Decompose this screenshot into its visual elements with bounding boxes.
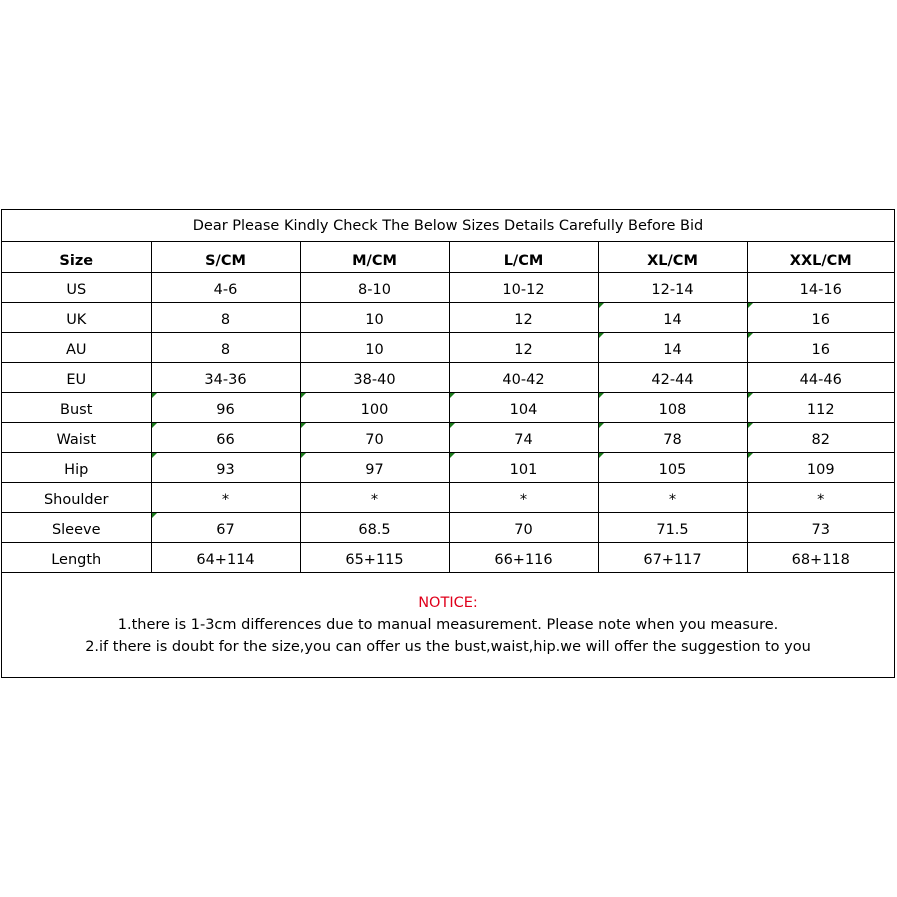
header-cell: XL/CM [598, 242, 747, 272]
row-label: Sleeve [2, 512, 151, 542]
table-cell: 70 [300, 422, 449, 452]
table-cell: 4-6 [151, 272, 300, 302]
notice-title: NOTICE: [418, 594, 478, 611]
table-cell: 74 [449, 422, 598, 452]
table-cell: 34-36 [151, 362, 300, 392]
table-row [2, 542, 894, 572]
table-cell: 108 [598, 392, 747, 422]
table-cell: 105 [598, 452, 747, 482]
table-cell: 96 [151, 392, 300, 422]
table-cell: 82 [747, 422, 894, 452]
table-cell: 70 [449, 512, 598, 542]
table-cell: 12 [449, 302, 598, 332]
header-cell: Size [2, 242, 151, 272]
table-cell: 44-46 [747, 362, 894, 392]
table-cell: 66 [151, 422, 300, 452]
table-cell: 10 [300, 332, 449, 362]
table-cell: 10 [300, 302, 449, 332]
notice-section [2, 573, 894, 677]
chart-title: Dear Please Kindly Check The Below Sizes Details Carefully Before Bid [2, 210, 894, 242]
table-cell: 71.5 [598, 512, 747, 542]
row-label: Waist [2, 422, 151, 452]
table-cell: * [598, 482, 747, 512]
table-cell: 12-14 [598, 272, 747, 302]
table-cell: 101 [449, 452, 598, 482]
table-cell: 97 [300, 452, 449, 482]
notice-line-1: 1.there is 1-3cm differences due to manual measurement. Please note when you measure. [117, 616, 779, 633]
table-cell: 8 [151, 332, 300, 362]
table-row [2, 422, 894, 452]
table-row [2, 482, 894, 512]
notice-line-2: 2.if there is doubt for the size,you can offer us the bust,waist,hip.we will offer the suggestion to you [85, 638, 811, 655]
row-label: Bust [2, 392, 151, 422]
table-cell: 73 [747, 512, 894, 542]
table-cell: 14 [598, 302, 747, 332]
table-row [2, 272, 894, 302]
table-cell: 14 [598, 332, 747, 362]
row-label: Length [2, 542, 151, 572]
table-cell: 65+115 [300, 542, 449, 572]
table-cell: 68.5 [300, 512, 449, 542]
table-cell: 14-16 [747, 272, 894, 302]
header-cell: L/CM [449, 242, 598, 272]
size-chart [1, 209, 895, 678]
row-label: AU [2, 332, 151, 362]
table-cell: 64+114 [151, 542, 300, 572]
table-cell: * [449, 482, 598, 512]
table-cell: 109 [747, 452, 894, 482]
table-cell: 42-44 [598, 362, 747, 392]
table-row [2, 392, 894, 422]
size-table [2, 242, 894, 573]
table-cell: 10-12 [449, 272, 598, 302]
header-cell: XXL/CM [747, 242, 894, 272]
table-cell: 8 [151, 302, 300, 332]
table-cell: * [747, 482, 894, 512]
table-cell: 67 [151, 512, 300, 542]
table-cell: 16 [747, 302, 894, 332]
table-cell: 93 [151, 452, 300, 482]
table-cell: 104 [449, 392, 598, 422]
table-cell: 38-40 [300, 362, 449, 392]
table-cell: 68+118 [747, 542, 894, 572]
row-label: Hip [2, 452, 151, 482]
table-cell: 66+116 [449, 542, 598, 572]
table-cell: 112 [747, 392, 894, 422]
table-cell: 100 [300, 392, 449, 422]
table-row [2, 362, 894, 392]
table-cell: 12 [449, 332, 598, 362]
table-cell: 67+117 [598, 542, 747, 572]
table-cell: 8-10 [300, 272, 449, 302]
table-row [2, 302, 894, 332]
header-cell: M/CM [300, 242, 449, 272]
row-label: EU [2, 362, 151, 392]
row-label: US [2, 272, 151, 302]
row-label: Shoulder [2, 482, 151, 512]
table-row [2, 452, 894, 482]
table-row [2, 332, 894, 362]
table-cell: * [151, 482, 300, 512]
header-cell: S/CM [151, 242, 300, 272]
table-cell: 78 [598, 422, 747, 452]
table-cell: 16 [747, 332, 894, 362]
table-cell: 40-42 [449, 362, 598, 392]
table-row [2, 512, 894, 542]
table-cell: * [300, 482, 449, 512]
header-row [2, 242, 894, 272]
row-label: UK [2, 302, 151, 332]
